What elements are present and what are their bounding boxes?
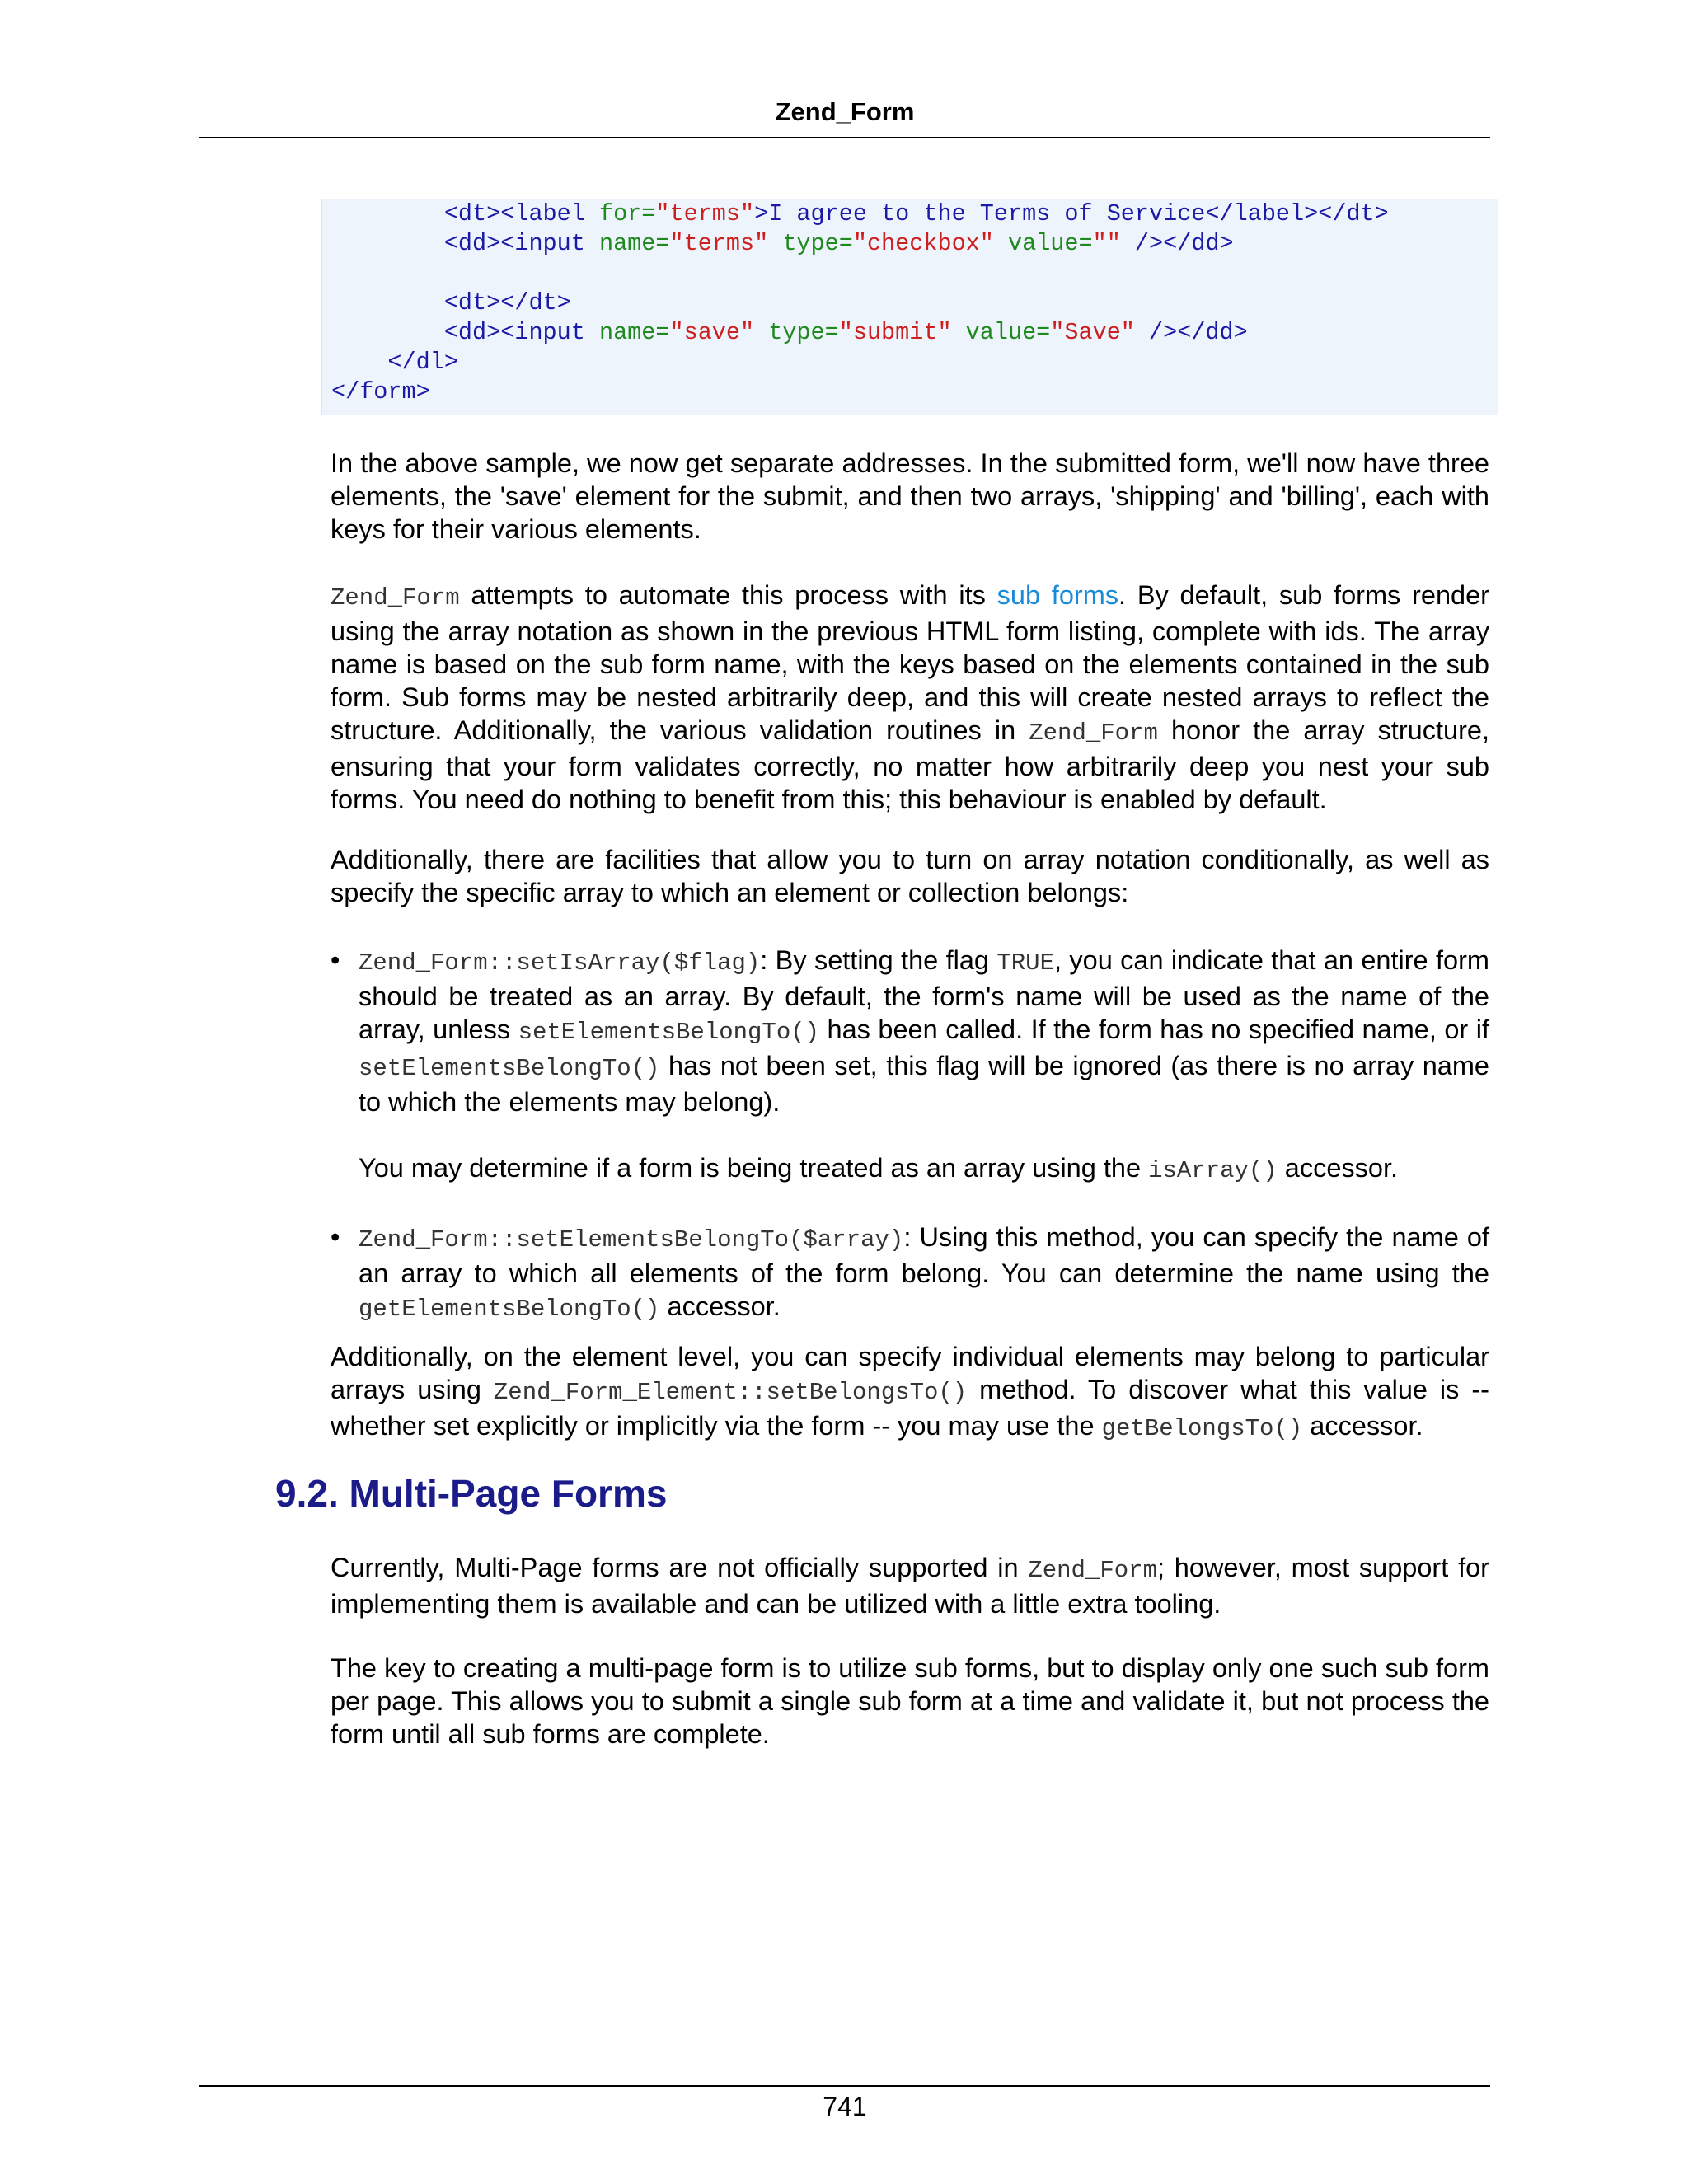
paragraph-sub-forms: Zend_Form attempts to automate this process with its sub forms. By default, sub forms render using the array notation as shown in the previous HTML form listing, complete with ids. The array name is based on the sub form name, with the keys based on the elements contained in the sub form. Sub forms may be nested arbitrarily deep, and this will create nested arrays to reflect the structure. Additionally, the various validation routines in Zend_Form honor the array structure, ensuring that your form validates correctly, no matter how arbitrarily deep you nest your sub forms. You need do nothing to benefit from this; this behaviour is enabled by default. — [331, 580, 1489, 814]
page-number: 741 — [823, 2092, 867, 2121]
code-line-7: </form> — [331, 378, 430, 405]
paragraph-separate-addresses: In the above sample, we now get separate addresses. In the submitted form, we'll now have three elements, the 'save' element for the submit, and then two arrays, 'shipping' and 'billing', each with keys for their various elements. — [331, 448, 1489, 544]
header-rule — [199, 137, 1490, 138]
inline-code: getBelongsTo() — [1101, 1415, 1303, 1442]
paragraph-facilities: Additionally, there are facilities that allow you to turn on array notation conditionally, as well as specify the specific array to which an element or collection belongs: — [331, 845, 1489, 907]
inline-code: Zend_Form — [331, 584, 460, 612]
inline-code: getElementsBelongTo() — [359, 1296, 660, 1323]
bullet-icon: • — [331, 945, 340, 975]
paragraph-multipage-key: The key to creating a multi-page form is to utilize sub forms, but to display only one such sub form per page. This allows you to submit a single sub form at a time and validate it, but not process the form until all sub forms are complete. — [331, 1653, 1489, 1749]
inline-code: isArray() — [1148, 1157, 1278, 1184]
inline-code: setElementsBelongTo() — [359, 1055, 660, 1082]
inline-code: setElementsBelongTo() — [518, 1019, 820, 1046]
inline-code: TRUE — [996, 949, 1054, 977]
bullet-icon: • — [331, 1222, 340, 1252]
list-item-set-is-array: • Zend_Form::setIsArray($flag): By setting the flag TRUE, you can indicate that an entire form should be treated as an array. By default, the form's name will be used as the name of the array, unless setElementsBelongTo() has been called. If the form has no specified name, or if setElementsBelongTo() has not been set, this flag will be ignored (as there is no array name to which the elements may belong). — [331, 945, 1489, 1117]
list-item-set-elements-belong-to: • Zend_Form::setElementsBelongTo($array): Using this method, you can specify the name of an array to which all elements of the form belong. You can determine the name using the getElementsBelongTo() accessor. — [331, 1222, 1489, 1323]
footer-rule — [199, 2085, 1490, 2087]
inline-code: Zend_Form::setIsArray($flag) — [359, 949, 761, 977]
section-heading: 9.2. Multi-Page Forms — [275, 1472, 668, 1515]
list-item-subparagraph: You may determine if a form is being treated as an array using the isArray() accessor. — [359, 1153, 1399, 1184]
inline-code: Zend_Form — [1029, 719, 1158, 747]
inline-code: Zend_Form — [1028, 1557, 1157, 1584]
code-line-1: <dt><label for="terms">I agree to the Terms of Service</label></dt> — [443, 200, 1389, 227]
code-line-5: <dd><input name="save" type="submit" value="Save" /></dd> — [443, 319, 1248, 346]
inline-code: Zend_Form_Element::setBelongsTo() — [493, 1379, 968, 1406]
code-line-2: <dd><input name="terms" type="checkbox" value="" /></dd> — [443, 230, 1234, 257]
inline-code: Zend_Form::setElementsBelongTo($array) — [359, 1226, 904, 1254]
sub-forms-link[interactable]: sub forms — [996, 580, 1119, 610]
code-line-6: </dl> — [387, 349, 458, 376]
paragraph-element-level: Additionally, on the element level, you can specify individual elements may belong to particular arrays using Zend_Form_Element::setBelongsTo() method. To discover what this value is -- whether set explicitly or implicitly via the form -- you may use the getBelongsTo() accessor. — [331, 1342, 1489, 1442]
code-block — [331, 199, 1389, 407]
paragraph-multipage-support: Currently, Multi-Page forms are not officially supported in Zend_Form; however, most support for implementing them is available and can be utilized with a little extra tooling. — [331, 1553, 1489, 1619]
code-listing — [321, 199, 1498, 415]
method-list — [331, 944, 1489, 1326]
running-header: Zend_Form — [775, 97, 915, 126]
code-line-4: <dt></dt> — [443, 289, 571, 316]
